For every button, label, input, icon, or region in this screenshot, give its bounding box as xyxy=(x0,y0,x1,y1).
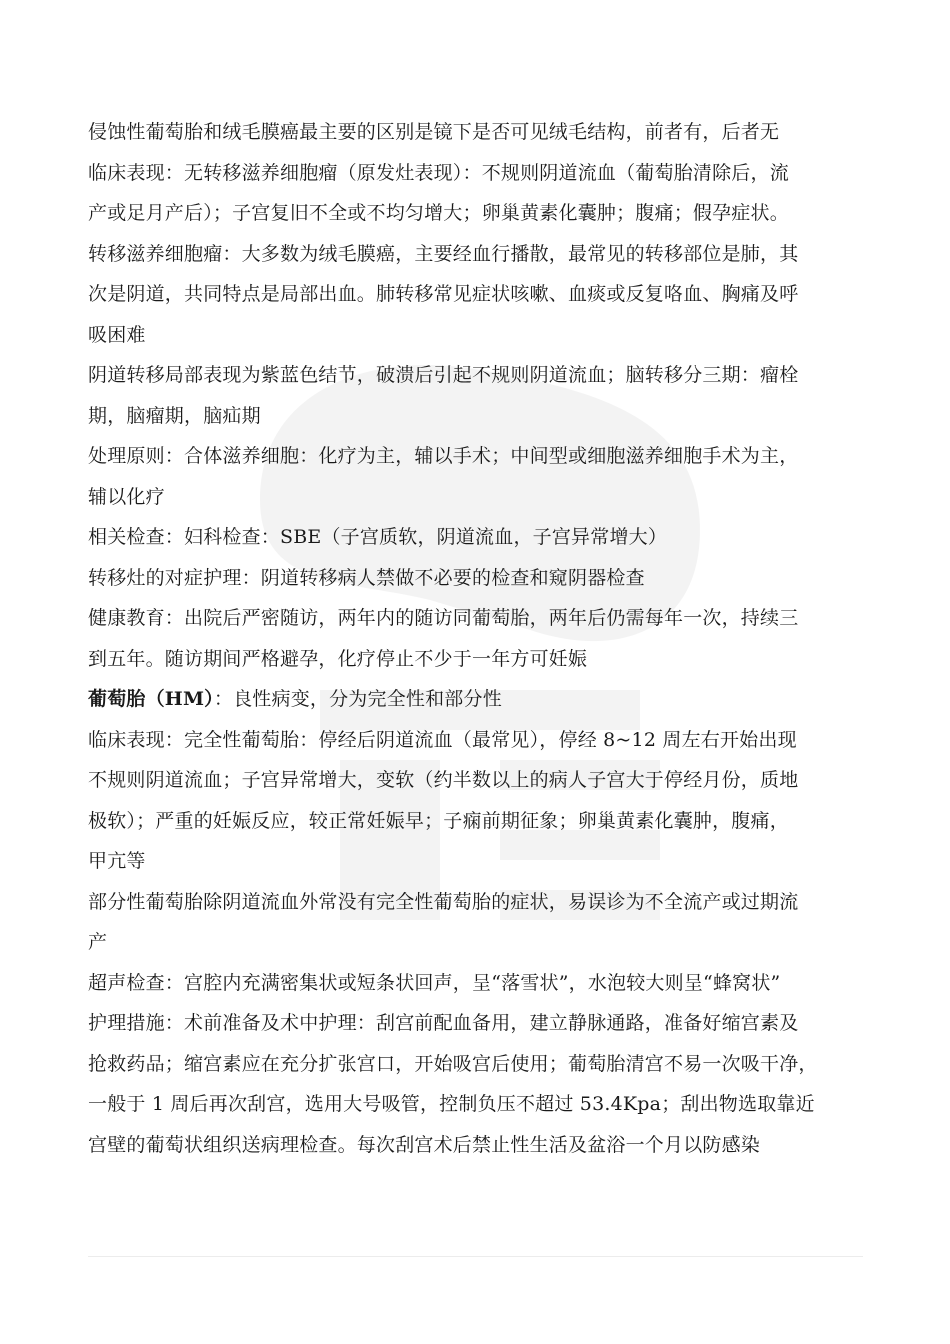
text-line: 超声检查：宫腔内充满密集状或短条状回声，呈“落雪状”，水泡较大则呈“蜂窝状” xyxy=(88,971,781,994)
text-line: 产或足月产后）；子宫复旧不全或不均匀增大；卵巢黄素化囊肿；腹痛；假孕症状。 xyxy=(88,202,789,224)
text-line: 宫壁的葡萄状组织送病理检查。每次刮宫术后禁止性生活及盆浴一个月以防感染 xyxy=(88,1133,761,1156)
text-line: 抢救药品；缩宫素应在充分扩张宫口，开始吸宫后使用；葡萄胎清宫不易一次吸干净， xyxy=(88,1052,818,1075)
text-line: 辅以化疗 xyxy=(88,485,165,508)
text-line: 阴道转移局部表现为紫蓝色结节，破溃后引起不规则阴道流血；脑转移分三期：瘤栓 xyxy=(88,364,799,386)
text-line: 相关检查：妇科检查：SBE（子宫质软，阴道流血，子宫异常增大） xyxy=(88,526,668,548)
text-line: 吸困难 xyxy=(88,323,146,346)
text-line: 侵蚀性葡萄胎和绒毛膜癌最主要的区别是镜下是否可见绒毛结构，前者有，后者无 xyxy=(88,121,780,143)
text-line: 次是阴道，共同特点是局部出血。肺转移常见症状咳嗽、血痰或反复咯血、胸痛及呼 xyxy=(88,283,799,305)
text-line: 期，脑瘤期，脑疝期 xyxy=(88,404,261,427)
text-line: 转移灶的对症护理：阴道转移病人禁做不必要的检查和窥阴器检查 xyxy=(88,566,645,589)
text-line: 处理原则：合体滋养细胞：化疗为主，辅以手术；中间型或细胞滋养细胞手术为主， xyxy=(88,445,799,467)
text-line: 部分性葡萄胎除阴道流血外常没有完全性葡萄胎的症状，易误诊为不全流产或过期流 xyxy=(88,890,799,913)
section-heading-line xyxy=(88,679,868,720)
text-line: 一般于 1 周后再次刮宫，选用大号吸管，控制负压不超过 53.4Kpa；刮出物选取靠近 xyxy=(88,1093,815,1115)
text-line: 产 xyxy=(88,931,108,953)
text-line: 转移滋养细胞瘤：大多数为绒毛膜癌，主要经血行播散，最常见的转移部位是肺，其 xyxy=(88,242,799,265)
text-line: 护理措施：术前准备及术中护理：刮宫前配血备用，建立静脉通路，准备好缩宫素及 xyxy=(88,1012,799,1034)
section-heading: 葡萄胎（HM） xyxy=(88,688,214,710)
text-line: 不规则阴道流血；子宫异常增大，变软（约半数以上的病人子宫大于停经月份，质地 xyxy=(88,769,799,791)
text-line: 极软）；严重的妊娠反应，较正常妊娠早；子痫前期征象；卵巢黄素化囊肿，腹痛， xyxy=(88,809,789,832)
text-line: 健康教育：出院后严密随访，两年内的随访同葡萄胎，两年后仍需每年一次，持续三 xyxy=(88,607,799,629)
footer-divider xyxy=(88,1256,863,1257)
text-line: 临床表现：完全性葡萄胎：停经后阴道流血（最常见），停经 8~12 周左右开始出现 xyxy=(88,728,797,751)
document-body xyxy=(88,112,868,1165)
section-heading-rest: ：良性病变，分为完全性和部分性 xyxy=(213,688,502,710)
text-line: 甲亢等 xyxy=(88,850,146,872)
text-line: 临床表现：无转移滋养细胞瘤（原发灶表现）：不规则阴道流血（葡萄胎清除后，流 xyxy=(88,161,789,184)
text-line: 到五年。随访期间严格避孕，化疗停止不少于一年方可妊娠 xyxy=(88,647,588,670)
